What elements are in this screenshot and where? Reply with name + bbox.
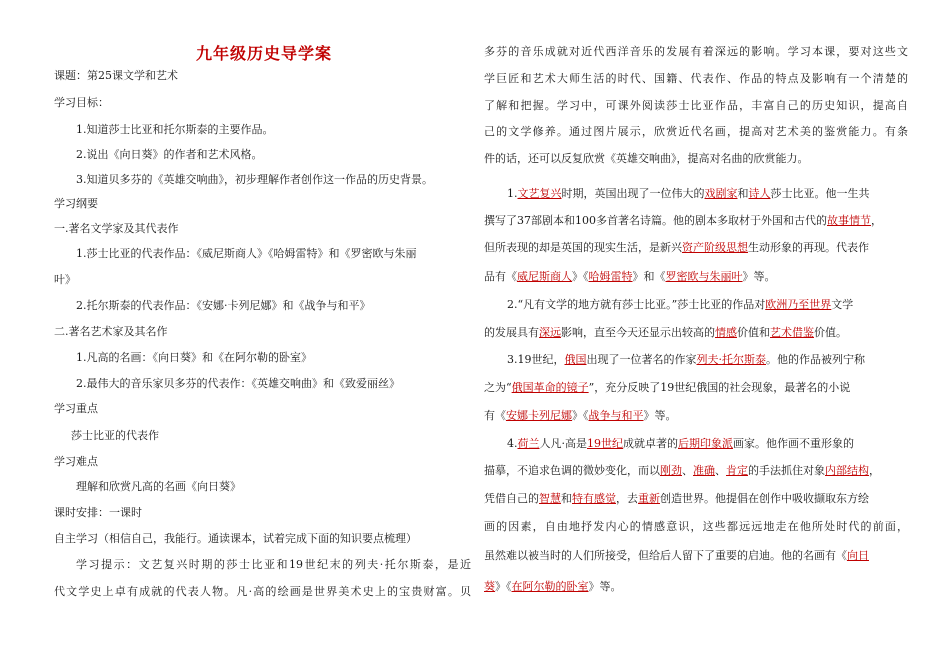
difficulty-text: 理解和欣赏凡高的名画《向日葵》 [76,480,241,493]
paragraph-line: 品有《威尼斯商人》《哈姆雷特》和《罗密欧与朱丽叶》等。 [484,270,776,283]
answer-blank: 荷兰 [517,437,540,450]
answer-blank: 后期印象派 [678,437,733,450]
paragraph-line: 但所表现的却是英国的现实生活，是新兴资产阶级思想生动形象的再现。代表作 [484,241,869,254]
key-heading: 学习重点 [54,402,98,415]
paragraph-line: 撰写了37部剧本和100多首著名诗篇。他的剧本多取材于外国和古代的故事情节， [484,214,882,227]
answer-blank: 列夫·托尔斯泰 [696,353,766,366]
answer-blank: 艺术借鉴 [770,326,814,339]
outline-item: 1.莎士比亚的代表作品：《威尼斯商人》《哈姆雷特》和《罗密欧与朱丽 [76,247,417,260]
paragraph-line: 3.19世纪，俄国出现了一位著名的作家列夫·托尔斯泰。他的作品被列宁称 [507,353,865,366]
paragraph-line: 之为“俄国革命的镜子”，充分反映了19世纪俄国的社会现象，最著名的小说 [484,381,851,394]
outline-heading: 学习纲要 [54,197,98,210]
intro-line: 己的文学修养。通过图片展示，欣赏近代名画，提高对艺术美的鉴赏能力。有条 [484,125,908,138]
paragraph-line: 凭借自己的智慧和特有感觉，去重新创造世界。他提倡在创作中吸收撷取东方绘 [484,492,869,505]
goal-item: 3.知道贝多芬的《英雄交响曲》，初步理解作者创作这一作品的历史背景。 [76,173,433,186]
intro-line: 件的话，还可以反复欣赏《英雄交响曲》，提高对名曲的欣赏能力。 [484,152,809,165]
intro-line: 多芬的音乐成就对近代西洋音乐的发展有着深远的影响。学习本课，要对这些文 [484,45,908,58]
answer-blank: 向日 [847,549,869,562]
answer-blank: 罗密欧与朱丽叶 [665,270,743,283]
answer-blank: 威尼斯商人 [517,270,572,283]
paragraph-line: 有《安娜卡列尼娜》《战争与和平》等。 [484,409,677,422]
answer-blank: 智慧 [539,492,561,505]
intro-line: 了解和把握。学习中，可课外阅读莎士比亚作品，丰富自己的历史知识，提高自 [484,99,908,112]
answer-blank: 在阿尔勒的卧室 [511,580,589,593]
paragraph-line: 葵》《在阿尔勒的卧室》等。 [484,580,622,593]
answer-blank: 刚劲 [660,464,682,477]
answer-blank: 重新 [638,492,660,505]
goal-item: 2.说出《向日葵》的作者和艺术风格。 [76,148,263,161]
paragraph-line: 4.荷兰人凡·高是19世纪成就卓著的后期印象派画家。他作画不重形象的 [507,437,854,450]
goals-heading: 学习目标： [54,96,109,109]
outline-item-continued: 叶》 [54,273,76,286]
paragraph-line: 画的因素，自由地抒发内心的情感意识，这些都远远地走在他所处时代的前面， [484,520,908,533]
answer-blank: 戏剧家 [704,187,738,200]
answer-blank: 特有感觉 [572,492,616,505]
answer-blank: 资产阶级思想 [682,241,748,254]
tip-line: 学习提示：文艺复兴时期的莎士比亚和19世纪末的列夫·托尔斯泰，是近 [76,558,471,571]
answer-blank: 哈姆雷特 [588,270,633,283]
self-study: 自主学习（相信自己，我能行。通读课本，试着完成下面的知识要点梳理） [54,532,417,545]
section-heading: 二.著名艺术家及其名作 [54,325,168,338]
key-text: 莎士比亚的代表作 [71,429,159,442]
answer-blank: 葵 [484,580,495,593]
answer-blank: 19世纪 [587,437,623,450]
intro-line: 学巨匠和艺术大师生活的时代、国籍、代表作、作品的特点及影响有一个清楚的 [484,72,908,85]
tip-line: 代文学史上卓有成就的代表人物。凡·高的绘画是世界美术史上的宝贵财富。贝 [54,585,471,598]
answer-blank: 诗人 [748,187,771,200]
paragraph-line: 描摹，不追求色调的微妙变化，而以刚劲、准确、肯定的手法抓住对象内部结构， [484,464,880,477]
outline-item: 1.凡高的名画：《向日葵》和《在阿尔勒的卧室》 [76,351,312,364]
difficulty-heading: 学习难点 [54,455,98,468]
paragraph-line: 2.“凡有文学的地方就有莎士比亚。”莎士比亚的作品对欧洲乃至世界文学 [507,298,854,311]
schedule: 课时安排：一课时 [54,506,142,519]
section-heading: 一.著名文学家及其代表作 [54,222,179,235]
page-title: 九年级历史导学案 [196,44,333,63]
answer-blank: 情感 [715,326,737,339]
answer-blank: 肯定 [726,464,748,477]
answer-blank: 安娜卡列尼娜 [506,409,572,422]
answer-blank: 俄国革命的镜子 [511,381,589,394]
answer-blank: 准确 [693,464,715,477]
goal-item: 1.知道莎士比亚和托尔斯泰的主要作品。 [76,123,274,136]
paragraph-line: 1.文艺复兴时期，英国出现了一位伟大的戏剧家和诗人莎士比亚。他一生共 [507,187,870,200]
answer-blank: 内部结构 [825,464,869,477]
outline-item: 2.托尔斯泰的代表作品：《安娜·卡列尼娜》和《战争与和平》 [76,299,371,312]
answer-blank: 俄国 [564,353,587,366]
paragraph-line: 虽然难以被当时的人们所接受，但给后人留下了重要的启迪。他的名画有《向日 [484,549,869,562]
answer-blank: 战争与和平 [588,409,644,422]
outline-item: 2.最伟大的音乐家贝多芬的代表作：《英雄交响曲》和《致爱丽丝》 [76,377,400,390]
answer-blank: 文艺复兴 [517,187,562,200]
answer-blank: 欧洲乃至世界 [765,298,832,311]
paragraph-line: 的发展具有深远影响，直至今天还显示出较高的情感价值和艺术借鉴价值。 [484,326,847,339]
answer-blank: 深远 [539,326,561,339]
lesson-topic: 课题：第25课文学和艺术 [54,69,178,82]
answer-blank: 故事情节 [827,214,871,227]
